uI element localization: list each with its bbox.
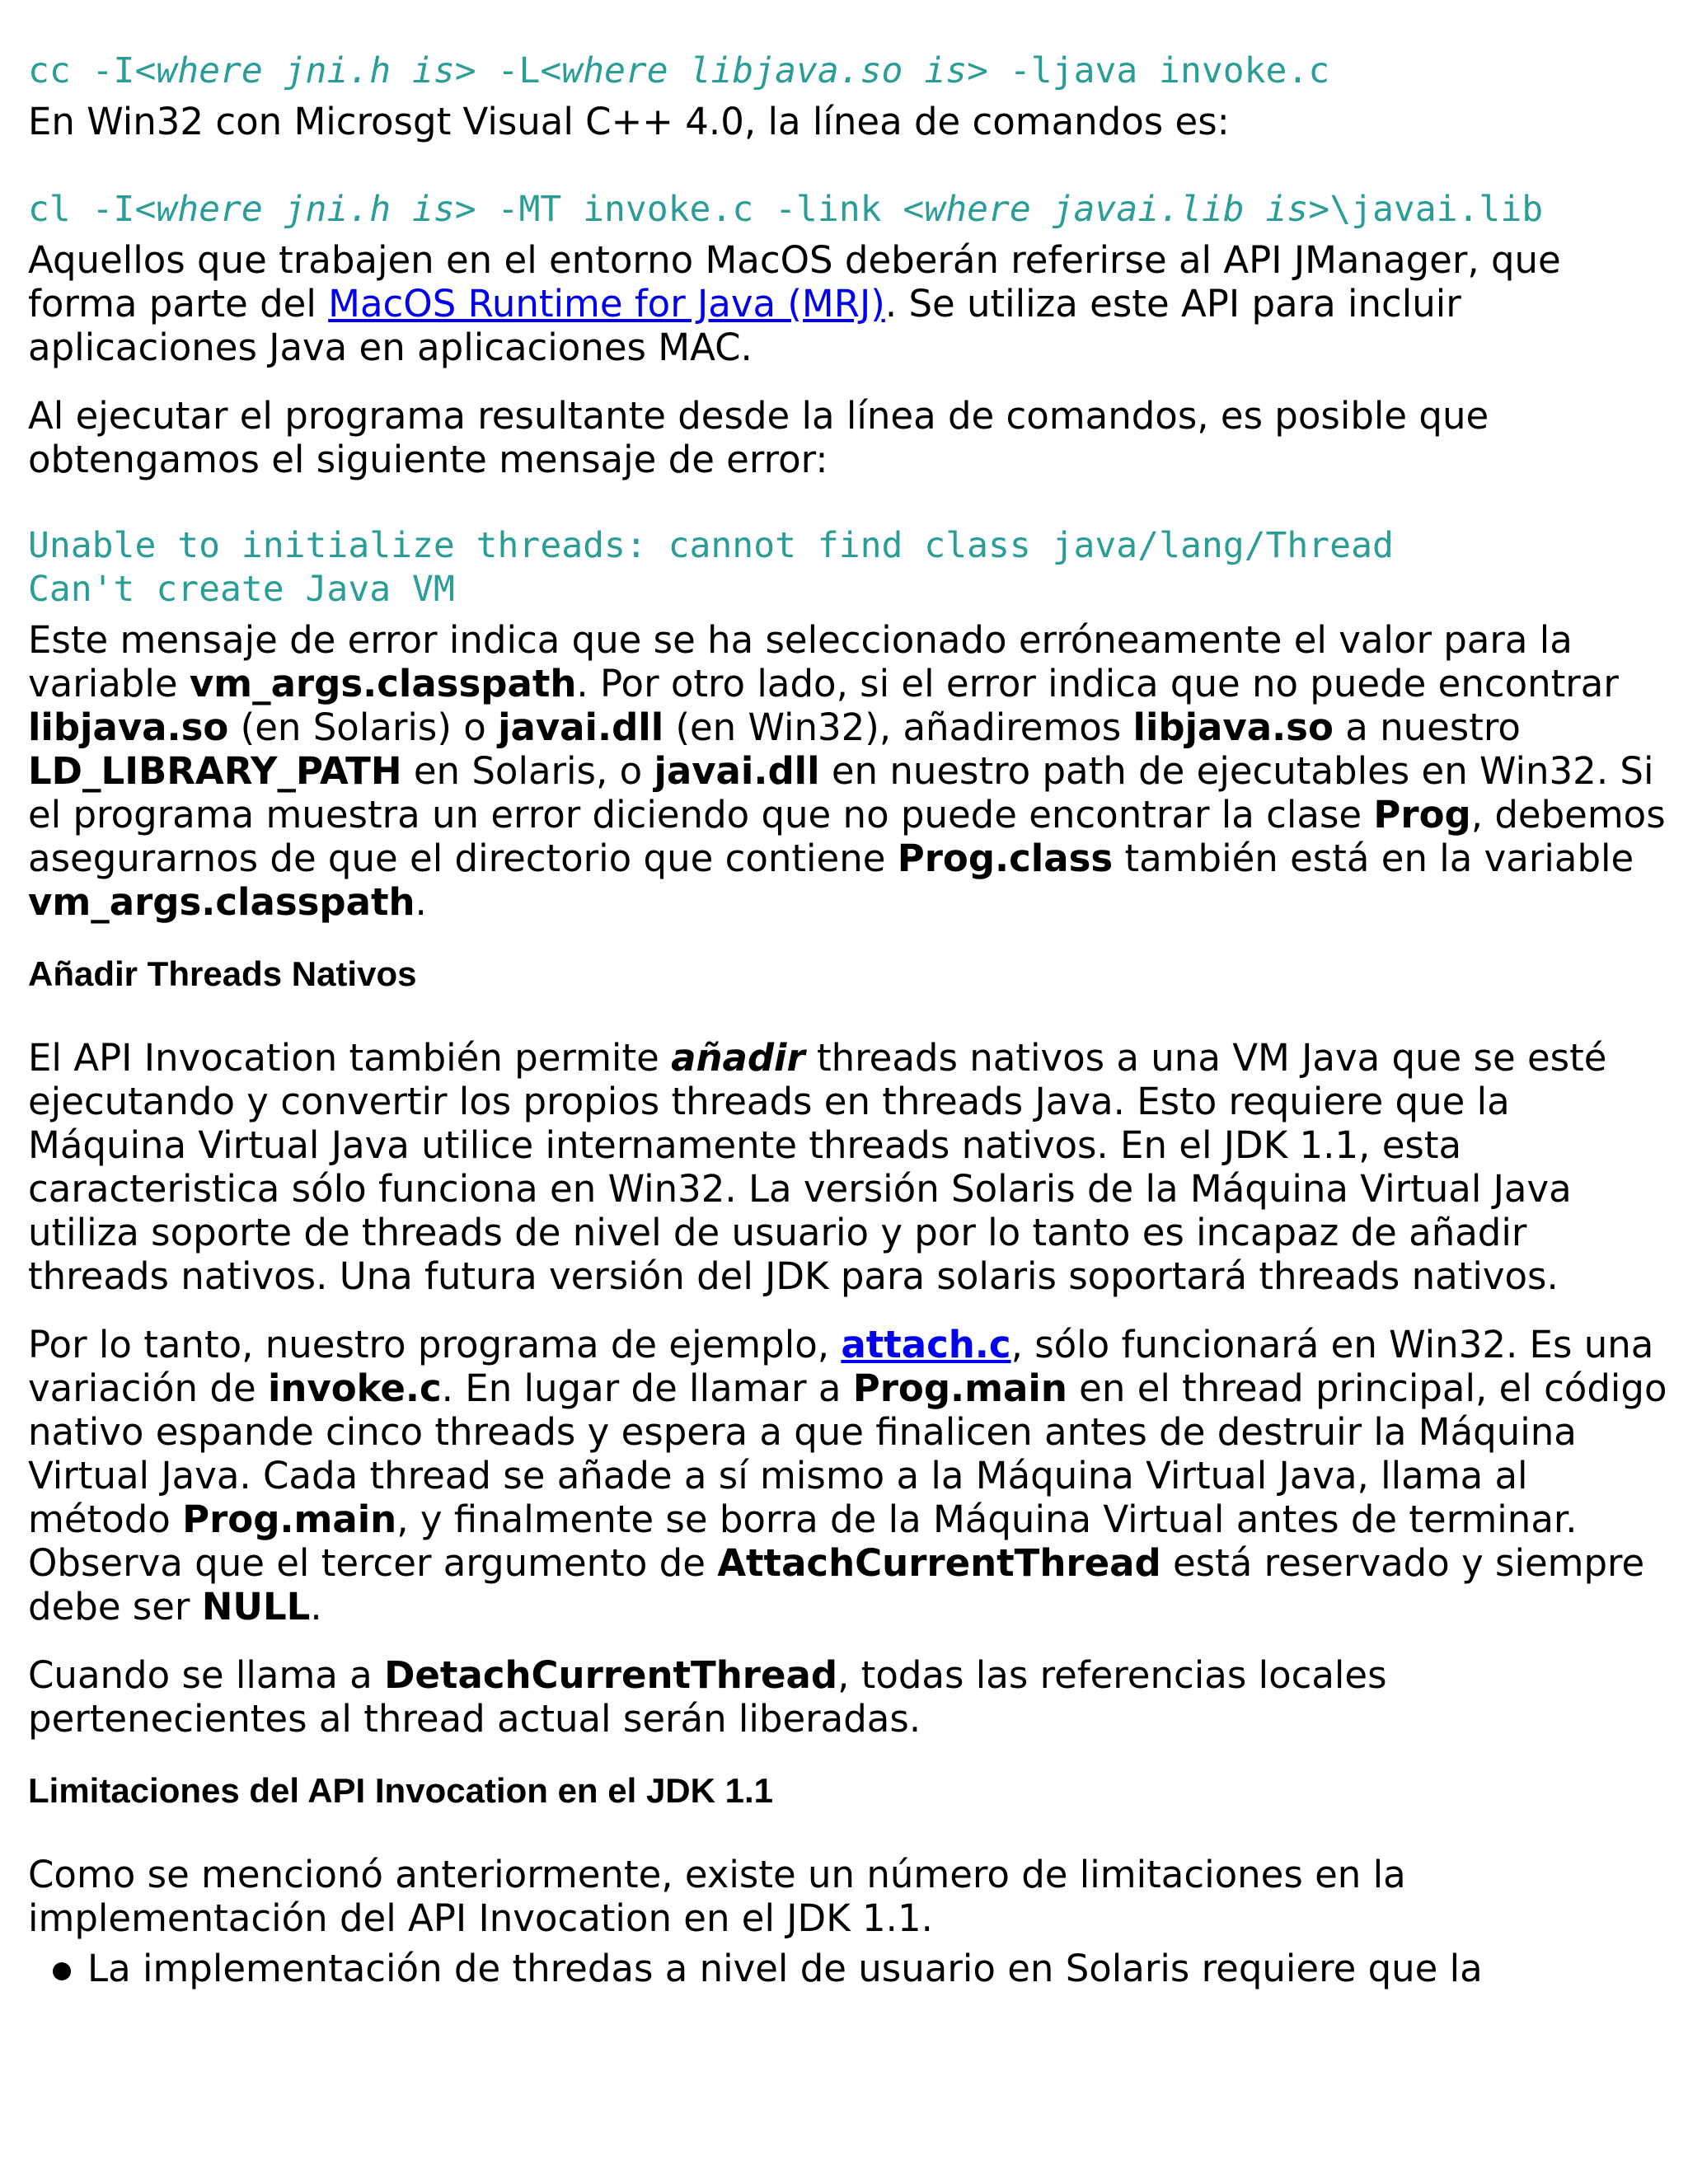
paragraph-macos: Aquellos que trabajen en el entorno MacOS deberán referirse al API JManager, que forma parte del MacOS Runtime for Java (MRJ). Se utiliza este API para incluir aplicaciones Java en aplicaciones MAC. [28, 238, 1561, 369]
link-attach-c[interactable]: attach.c [841, 1323, 1011, 1366]
paragraph-attach-threads: El API Invocation también permite añadir threads nativos a una VM Java que se esté ejecutando y convertir los propios threads en threads Java. Esto requiere que la Máquina Virtual Java utilice internamente threads nativos. En el JDK 1.1, esta caracteristica sólo funciona en Win32. La versión Solaris de la Máquina Virtual Java utiliza soporte de threads de nivel de usuario y por lo tanto es incapaz de añadir threads nativos. Una futura versión del JDK para solaris soportará threads nativos. [28, 1036, 1607, 1298]
paragraph-error-explanation: Este mensaje de error indica que se ha seleccionado erróneamente el valor para la variable vm_args.classpath. Por otro lado, si el error indica que no puede encontrar libjava.so (en Solaris) o javai.dll (en Win32), añadiremos libjava.so a nuestro LD_LIBRARY_PATH en Solaris, o javai.dll en nuestro path de ejecutables en Win32. Si el programa muestra un error diciendo que no puede encontrar la clase Prog, debemos asegurarnos de que el directorio que contiene Prog.class también está en la variable vm_args.classpath. [28, 618, 1666, 924]
code-error-message [28, 524, 1668, 612]
list-item: La implementación de thredas a nivel de usuario en Solaris requiere que la [87, 1947, 1668, 1990]
heading-limitations: Limitaciones del API Invocation en el JDK 1.1 [28, 1771, 774, 1810]
error-line-2: Can't create Java VM [28, 569, 455, 610]
limitations-list [28, 1947, 1668, 1990]
heading-native-threads: Añadir Threads Nativos [28, 954, 417, 993]
document-page [28, 49, 1668, 1990]
bullet-icon [53, 1962, 71, 1980]
paragraph-win32-intro: En Win32 con Microsgt Visual C++ 4.0, la línea de comandos es: [28, 100, 1230, 143]
code-compile-win32: cl -I<where jni.h is> -MT invoke.c -link <where javai.lib is>\javai.lib [28, 189, 1544, 230]
paragraph-limitations: Como se mencionó anteriormente, existe un número de limitaciones en la implementación del API Invocation en el JDK 1.1. [28, 1853, 1406, 1940]
paragraph-run-error: Al ejecutar el programa resultante desde la línea de comandos, es posible que obtengamos el siguiente mensaje de error: [28, 394, 1489, 481]
code-compile-solaris: cc -I<where jni.h is> -L<where libjava.so is> -ljava invoke.c [28, 50, 1330, 91]
paragraph-attach-example: Por lo tanto, nuestro programa de ejemplo, attach.c, sólo funcionará en Win32. Es una variación de invoke.c. En lugar de llamar a Prog.main en el thread principal, el código nativo espande cinco threads y espera a que finalicen antes de destruir la Máquina Virtual Java. Cada thread se añade a sí mismo a la Máquina Virtual Java, llama al método Prog.main, y finalmente se borra de la Máquina Virtual antes de terminar. Observa que el tercer argumento de AttachCurrentThread está reservado y siempre debe ser NULL. [28, 1323, 1667, 1629]
link-mrj[interactable]: MacOS Runtime for Java (MRJ) [328, 282, 885, 326]
error-line-1: Unable to initialize threads: cannot find class java/lang/Thread [28, 525, 1394, 566]
paragraph-detach: Cuando se llama a DetachCurrentThread, todas las referencias locales pertenecientes al thread actual serán liberadas. [28, 1653, 1387, 1741]
